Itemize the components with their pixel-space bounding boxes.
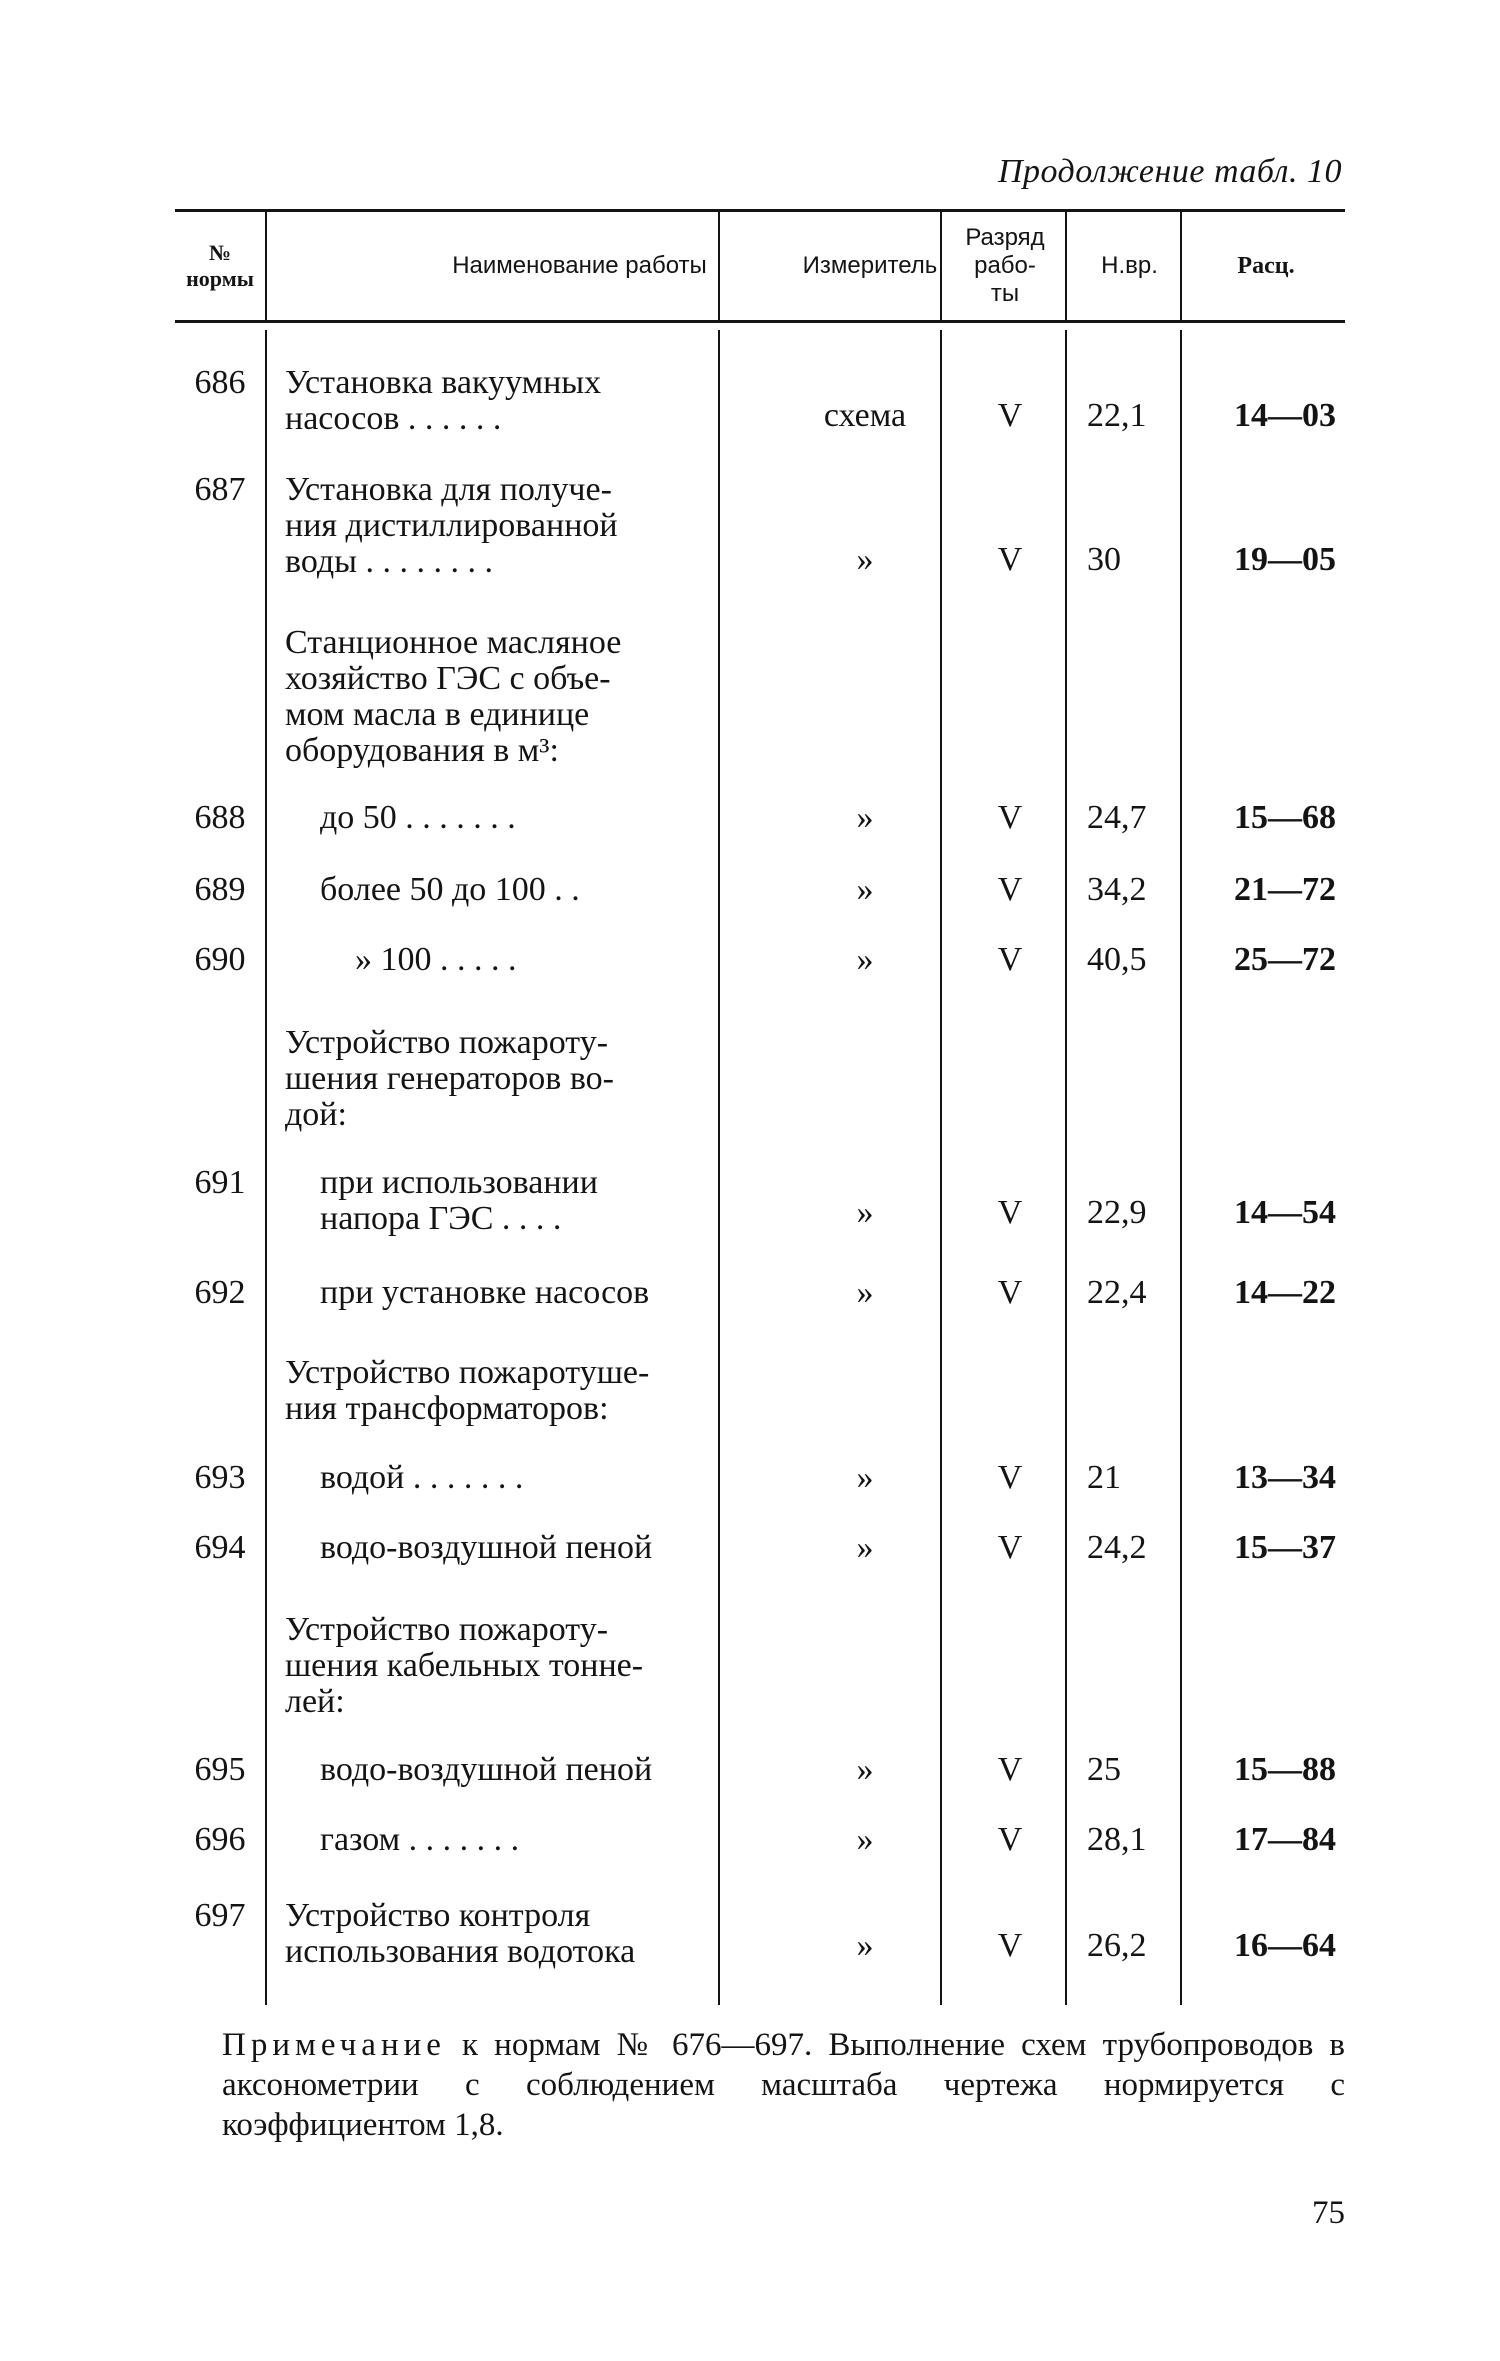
price-value: 19—05 <box>1234 541 1336 578</box>
table-continuation-caption: Продолжение табл. 10 <box>997 153 1342 190</box>
norm-number: 687 <box>194 471 246 508</box>
table-header <box>175 212 1345 320</box>
price-value: 14—54 <box>1234 1194 1336 1231</box>
price-value: 21—72 <box>1234 871 1336 908</box>
measure-unit: » <box>856 1459 874 1496</box>
price-value: 25—72 <box>1234 941 1336 978</box>
price-value: 15—88 <box>1234 1751 1336 1788</box>
header-measure: Измеритель <box>802 252 938 279</box>
work-grade: V <box>997 799 1023 836</box>
work-grade: V <box>997 871 1023 908</box>
work-grade: V <box>997 941 1023 978</box>
header-work-name: Наименование работы <box>452 252 707 279</box>
work-grade: V <box>997 1459 1023 1496</box>
time-norm: 30 <box>1087 541 1121 578</box>
header-number: № нормы <box>186 240 254 291</box>
time-norm: 22,9 <box>1087 1194 1147 1231</box>
work-grade: V <box>997 1751 1023 1788</box>
time-norm: 28,1 <box>1087 1821 1147 1858</box>
time-norm: 25 <box>1087 1751 1121 1788</box>
work-grade: V <box>997 397 1023 434</box>
work-grade: V <box>997 1274 1023 1311</box>
measure-unit: » <box>856 799 874 836</box>
norm-number: 695 <box>194 1751 246 1788</box>
time-norm: 34,2 <box>1087 871 1147 908</box>
header-time-norm: Н.вр. <box>1101 252 1158 279</box>
work-name: водо-воздушной пеной <box>320 1751 653 1788</box>
work-grade: V <box>997 1927 1023 1964</box>
work-grade: V <box>997 1529 1023 1566</box>
price-value: 14—22 <box>1234 1274 1336 1311</box>
work-name: Устройство контроля использования водотока <box>285 1897 636 1970</box>
measure-unit: » <box>856 1821 874 1858</box>
work-name: при использовании напора ГЭС . . . . <box>320 1164 598 1237</box>
time-norm: 26,2 <box>1087 1927 1147 1964</box>
price-value: 16—64 <box>1234 1927 1336 1964</box>
work-name: при установке насосов <box>320 1274 650 1311</box>
measure-unit: » <box>856 1274 874 1311</box>
work-group-heading: Устройство пожароту- шения генераторов во- дой: <box>285 1024 614 1133</box>
page-number: 75 <box>1312 2195 1345 2231</box>
column-rule <box>265 212 267 322</box>
work-grade: V <box>997 541 1023 578</box>
time-norm: 22,4 <box>1087 1274 1147 1311</box>
measure-unit: » <box>856 871 874 908</box>
norm-number: 697 <box>194 1897 246 1934</box>
norm-number: 688 <box>194 799 246 836</box>
measure-unit: » <box>856 1751 874 1788</box>
measure-unit: » <box>856 1529 874 1566</box>
column-rule <box>1180 212 1182 322</box>
work-name: водо-воздушной пеной <box>320 1529 653 1566</box>
work-grade: V <box>997 1821 1023 1858</box>
work-group-heading: Устройство пожароту- шения кабельных тонне- лей: <box>285 1611 644 1720</box>
norm-number: 694 <box>194 1529 246 1566</box>
work-name: Установка вакуумных насосов . . . . . . <box>285 364 602 437</box>
header-price: Расц. <box>1237 253 1295 279</box>
measure-unit: » <box>856 1194 874 1231</box>
norm-number: 686 <box>194 364 246 401</box>
norm-number: 696 <box>194 1821 246 1858</box>
column-rule <box>1065 212 1067 322</box>
price-value: 13—34 <box>1234 1459 1336 1496</box>
column-rule <box>940 212 942 322</box>
measure-unit: » <box>856 541 874 578</box>
norm-number: 689 <box>194 871 246 908</box>
work-name: более 50 до 100 . . <box>320 871 580 908</box>
table-footnote <box>222 2025 1345 2145</box>
measure-unit: » <box>856 941 874 978</box>
work-name: Установка для получе- ния дистиллированной воды . . . . . . . . <box>285 471 618 580</box>
norm-number: 690 <box>194 941 246 978</box>
time-norm: 21 <box>1087 1459 1121 1496</box>
work-grade: V <box>997 1194 1023 1231</box>
footnote-text: к нормам № 676—697. Выполнение схем трубопроводов в аксонометрии с соблюдением масштаба чертежа нормируется с коэффициентом 1,8. <box>222 2027 1346 2143</box>
measure-unit: схема <box>823 397 907 434</box>
work-name: газом . . . . . . . <box>320 1821 520 1858</box>
work-group-heading: Устройство пожаротуше- ния трансформаторов: <box>285 1354 650 1427</box>
price-value: 15—68 <box>1234 799 1336 836</box>
work-name: » 100 . . . . . <box>355 941 517 978</box>
time-norm: 24,2 <box>1087 1529 1147 1566</box>
work-name: до 50 . . . . . . . <box>320 799 516 836</box>
time-norm: 40,5 <box>1087 941 1147 978</box>
column-rule <box>265 330 267 2005</box>
price-value: 14—03 <box>1234 397 1336 434</box>
norm-number: 693 <box>194 1459 246 1496</box>
table-header-rule <box>175 320 1345 323</box>
price-value: 15—37 <box>1234 1529 1336 1566</box>
time-norm: 22,1 <box>1087 397 1147 434</box>
work-group-heading: Станционное масляное хозяйство ГЭС с объе- мом масла в единице оборудования в м³: <box>285 624 622 769</box>
time-norm: 24,7 <box>1087 799 1147 836</box>
column-rule <box>718 212 720 322</box>
work-name: водой . . . . . . . <box>320 1459 524 1496</box>
footnote-label: Примечание <box>222 2027 446 2063</box>
price-value: 17—84 <box>1234 1821 1336 1858</box>
norm-number: 692 <box>194 1274 246 1311</box>
norm-number: 691 <box>194 1164 246 1201</box>
header-grade: Разряд рабо- ты <box>965 224 1045 307</box>
measure-unit: » <box>856 1927 874 1964</box>
